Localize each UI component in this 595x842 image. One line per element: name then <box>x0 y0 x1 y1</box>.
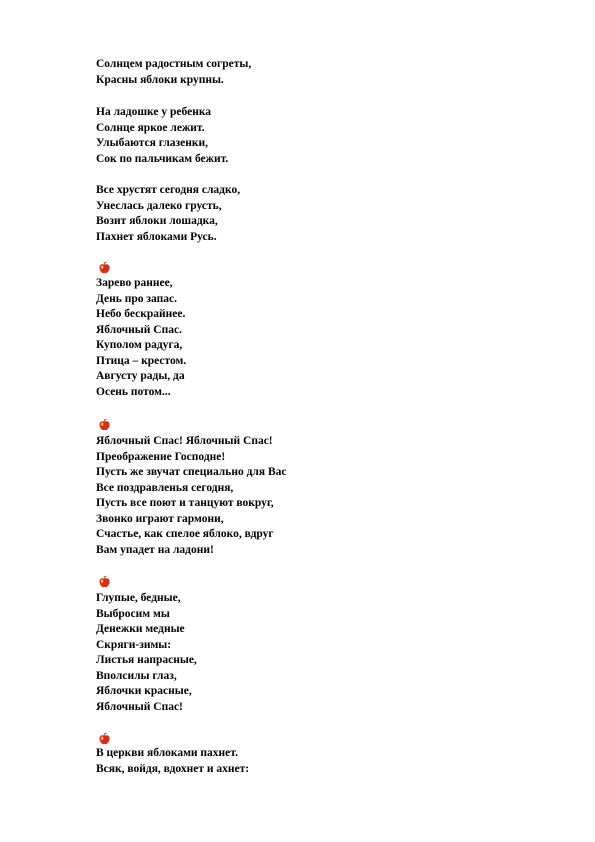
poem-line: Скряги-зимы: <box>96 638 172 651</box>
stanza-4 <box>96 276 186 400</box>
apple-icon <box>98 261 111 274</box>
poem-line: Пахнет яблоками Русь. <box>96 230 217 243</box>
poem-line: Яблочки красные, <box>96 685 192 697</box>
poem-line: В церкви яблоками пахнет. <box>96 747 238 759</box>
stanza-3 <box>96 183 240 245</box>
poem-line: Красны яблоки крупны. <box>96 73 224 86</box>
poem-line: День про запас. <box>96 292 177 305</box>
poem-line: Зарево раннее, <box>96 277 173 289</box>
poem-line: Пусть все поют и танцуют вокруг, <box>96 497 274 509</box>
apple-icon <box>98 575 111 588</box>
poem-line: Пусть же звучат специально для Вас <box>96 466 287 478</box>
apple-icon <box>98 732 111 745</box>
poem-line: Яблочный Спас! <box>96 700 183 713</box>
poem-line: Осень потом... <box>96 385 171 398</box>
stanza-1 <box>96 57 251 88</box>
poem-line: Солнцем радостным согреты, <box>96 58 252 70</box>
poem-line: Все поздравленья сегодня, <box>96 481 234 494</box>
poem-line: Звонко играют гармони, <box>96 512 224 525</box>
poem-line: Куполом радуга, <box>96 339 183 351</box>
poem-line: Счастье, как спелое яблоко, вдруг <box>96 528 274 540</box>
poem-line: Птица – крестом. <box>96 354 187 367</box>
poem-line: Всяк, войдя, вдохнет и ахнет: <box>96 762 250 775</box>
poem-line: Сок по пальчикам бежит. <box>96 152 229 165</box>
poem-line: Выбросим мы <box>96 607 170 620</box>
poem-line: Унеслась далеко грусть, <box>96 199 222 212</box>
poem-line: Вам упадет на ладони! <box>96 543 214 556</box>
poem-line: Все хрустят сегодня сладко, <box>96 184 241 196</box>
stanza-2 <box>96 105 228 167</box>
poem-line: Небо бескрайнее. <box>96 308 186 320</box>
poem-line: Яблочный Спас. <box>96 323 182 336</box>
poem-line: Вполсилы глаз, <box>96 669 177 682</box>
poem-line: Преображение Господне! <box>96 450 226 463</box>
poem-line: Солнце яркое лежит. <box>96 121 205 134</box>
poem-line: Августу рады, да <box>96 370 185 382</box>
poem-line: Листья напрасные, <box>96 654 197 666</box>
poem-line: На ладошке у ребенка <box>96 106 212 118</box>
poem-line: Яблочный Спас! Яблочный Спас! <box>96 435 273 447</box>
stanza-6 <box>96 591 197 715</box>
poem-line: Глупые, бедные, <box>96 592 181 604</box>
poem-line: Улыбаются глазенки, <box>96 137 209 149</box>
stanza-5 <box>96 434 286 558</box>
stanza-7 <box>96 746 249 777</box>
apple-icon <box>98 418 111 431</box>
poem-line: Возит яблоки лошадка, <box>96 215 218 227</box>
poem-line: Денежки медные <box>96 623 185 635</box>
